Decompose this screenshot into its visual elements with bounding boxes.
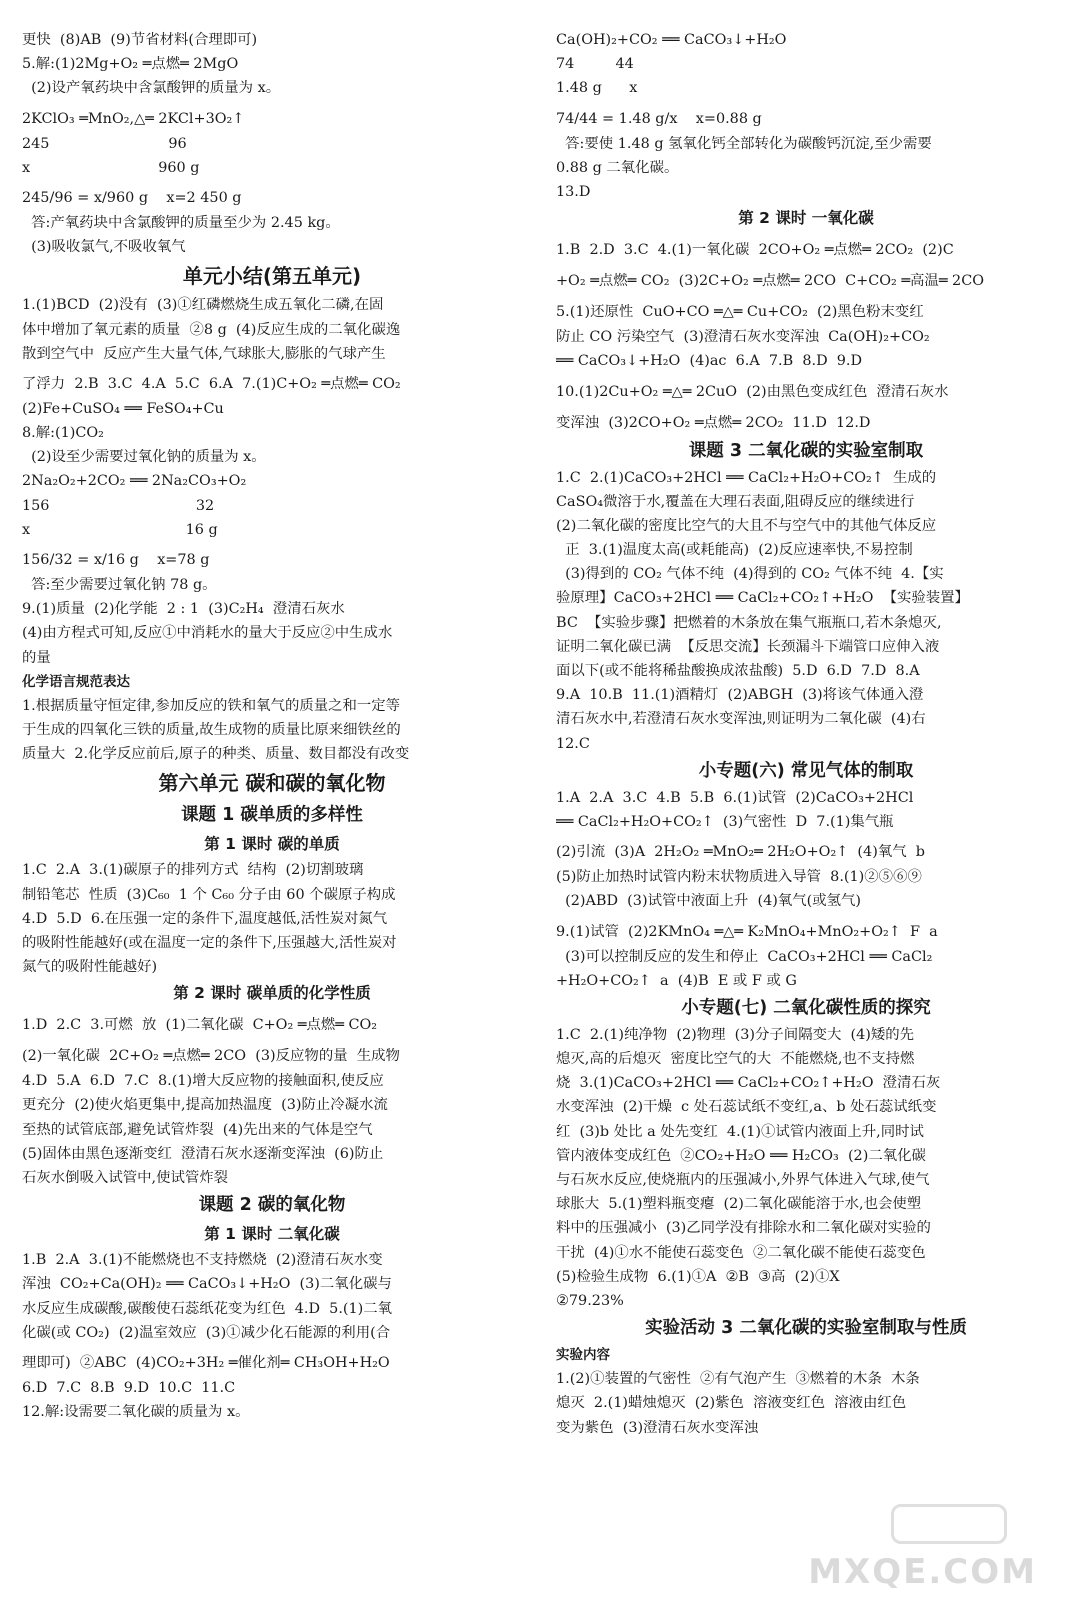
answer-line: (2)ABD (3)试管中液面上升 (4)氧气(或氢气) (556, 893, 862, 910)
answer-line: 质量大 2.化学反应前后,原子的种类、质量、数目都没有改变 (22, 746, 410, 763)
answer-line: 体中增加了氧元素的质量 ②8 g (4)反应生成的二氧化碳逸 (22, 321, 401, 338)
answer-line: 烧 3.(1)CaCO₃+2HCl ══ CaCl₂+CO₂↑+H₂O 澄清石灰 (556, 1075, 941, 1092)
answer-line: 156 32 (22, 497, 215, 514)
answer-line: Ca(OH)₂+CO₂ ══ CaCO₃↓+H₂O (556, 32, 787, 48)
topic-heading: 小专题(六) 常见气体的制取 (698, 760, 914, 781)
answer-line: 1.B 2.A 3.(1)不能燃烧也不支持燃烧 (2)澄清石灰水变 (22, 1252, 383, 1269)
answer-line: 1.(2)①装置的气密性 ②有气泡产生 ③燃着的木条 木条 (556, 1371, 920, 1388)
answer-line: ══ CaCl₂+H₂O+CO₂↑ (3)气密性 D 7.(1)集气瓶 (556, 813, 894, 830)
answer-line: 4.D 5.D 6.在压强一定的条件下,温度越低,活性炭对氮气 (22, 910, 388, 927)
answer-line: ②79.23% (556, 1292, 624, 1309)
answer-line: +O₂ ═点燃═ CO₂ (3)2C+O₂ ═点燃═ 2CO C+CO₂ ═高温═ 2CO (556, 273, 985, 290)
answer-line: +H₂O+CO₂↑ a (4)B E 或 F 或 G (556, 972, 797, 989)
topic-heading: 课题 3 二氧化碳的实验室制取 (688, 440, 924, 461)
answer-line: 红 (3)b 处比 a 处先变红 4.(1)①试管内液面上升,同时试 (556, 1123, 924, 1140)
section-label: 实验内容 (556, 1347, 610, 1364)
answer-line: 的量 (22, 649, 51, 666)
answer-line: 熄灭,高的后熄灭 密度比空气的大 不能燃烧,也不支持燃 (556, 1051, 915, 1068)
answer-line: 8.解:(1)CO₂ (22, 425, 104, 442)
answer-line: 熄灭 2.(1)蜡烛熄灭 (2)紫色 溶液变红色 溶液由红色 (556, 1395, 907, 1412)
answer-line: x 960 g (22, 159, 200, 176)
answer-line: 1.B 2.D 3.C 4.(1)一氧化碳 2CO+O₂ ═点燃═ 2CO₂ (2)C (556, 242, 954, 259)
answer-line: (2)二氧化碳的密度比空气的大且不与空气中的其他气体反应 (556, 517, 937, 534)
lesson-heading: 第 1 课时 碳的单质 (204, 835, 340, 854)
answer-line: 1.48 g x (556, 80, 638, 97)
answer-line: 的吸附性能越好(或在温度一定的条件下,压强越大,活性炭对 (22, 934, 397, 951)
answer-line: 水反应生成碳酸,碳酸使石蕊纸花变为红色 4.D 5.(1)二氧 (22, 1300, 393, 1317)
answer-line: 1.(1)BCD (2)没有 (3)①红磷燃烧生成五氧化二磷,在固 (22, 297, 384, 314)
section-label: 化学语言规范表达 (22, 673, 130, 690)
watermark: MXQE.COM (808, 1552, 1037, 1592)
answer-line: 9.(1)质量 (2)化学能 2 : 1 (3)C₂H₄ 澄清石灰水 (22, 601, 345, 618)
right-column (556, 28, 1056, 1440)
answer-line: 清石灰水中,若澄清石灰水变浑浊,则证明为二氧化碳 (4)右 (556, 711, 926, 728)
lesson-heading: 第 1 课时 二氧化碳 (204, 1225, 340, 1244)
answer-line: 干扰 (4)①水不能使石蕊变色 ②二氧化碳不能使石蕊变色 (556, 1244, 926, 1261)
answer-line: 化碳(或 CO₂) (2)温室效应 (3)①减少化石能源的利用(合 (22, 1324, 391, 1341)
answer-line: 制铅笔芯 性质 (3)C₆₀ 1 个 C₆₀ 分子由 60 个碳原子构成 (22, 886, 396, 903)
answer-line: BC 【实验步骤】把燃着的木条放在集气瓶瓶口,若木条熄灭, (556, 614, 942, 631)
answer-line: 至热的试管底部,避免试管炸裂 (4)先出来的气体是空气 (22, 1121, 373, 1138)
answer-line: 74/44 = 1.48 g/x x=0.88 g (556, 110, 762, 127)
answer-line: 13.D (556, 183, 591, 200)
answer-line: 245/96 = x/960 g x=2 450 g (22, 189, 242, 206)
answer-line: 2KClO₃ ═MnO₂,△═ 2KCl+3O₂↑ (22, 110, 245, 127)
answer-line: 1.C 2.A 3.(1)碳原子的排列方式 结构 (2)切割玻璃 (22, 862, 364, 879)
answer-line: (3)吸收氯气,不吸收氧气 (22, 239, 186, 256)
answer-line: 水变浑浊 (2)干燥 c 处石蕊试纸不变红,a、b 处石蕊试纸变 (556, 1099, 937, 1116)
answer-line: (3)得到的 CO₂ 气体不纯 (4)得到的 CO₂ 气体不纯 4.【实 (556, 566, 944, 583)
answer-line: 料中的压强减小 (3)乙同学没有排除水和二氧化碳对实验的 (556, 1220, 931, 1237)
answer-line: 与石灰水反应,使烧瓶内的压强减小,外界气体进入气球,使气 (556, 1172, 930, 1188)
answer-line: (5)固体由黑色逐渐变红 澄清石灰水逐渐变浑浊 (6)防止 (22, 1145, 384, 1162)
answer-line: 1.C 2.(1)纯净物 (2)物理 (3)分子间隔变大 (4)矮的先 (556, 1026, 915, 1043)
answer-line: (5)防止加热时试管内粉末状物质进入导管 8.(1)②⑤⑥⑨ (556, 869, 922, 886)
lesson-heading: 第 2 课时 一氧化碳 (738, 209, 874, 228)
answer-line: 浑浊 CO₂+Ca(OH)₂ ══ CaCO₃↓+H₂O (3)二氧化碳与 (22, 1276, 392, 1293)
answer-line: 2Na₂O₂+2CO₂ ══ 2Na₂CO₃+O₂ (22, 473, 247, 490)
answer-line: 答:至少需要过氧化钠 78 g。 (22, 577, 217, 593)
answer-line: 1.C 2.(1)CaCO₃+2HCl ══ CaCl₂+H₂O+CO₂↑ 生成的 (556, 469, 937, 486)
answer-line: 面以下(或不能将稀盐酸换成浓盐酸) 5.D 6.D 7.D 8.A (556, 663, 920, 679)
answer-line: 6.D 7.C 8.B 9.D 10.C 11.C (22, 1379, 236, 1396)
left-column (22, 28, 522, 1424)
answer-line: 验原理】CaCO₃+2HCl ══ CaCl₂+CO₂↑+H₂O 【实验装置】 (556, 590, 969, 607)
answer-line: (5)检验生成物 6.(1)①A ②B ③高 (2)①X (556, 1268, 840, 1285)
answer-line: 球胀大 5.(1)塑料瓶变瘪 (2)二氧化碳能溶于水,也会使塑 (556, 1196, 922, 1213)
answer-line: 4.D 5.A 6.D 7.C 8.(1)增大反应物的接触面积,使反应 (22, 1073, 384, 1090)
answer-line: 变浑浊 (3)2CO+O₂ ═点燃═ 2CO₂ 11.D 12.D (556, 414, 871, 431)
answer-line: 1.A 2.A 3.C 4.B 5.B 6.(1)试管 (2)CaCO₃+2HCl (556, 789, 914, 806)
answer-line: 石灰水倒吸入试管中,使试管炸裂 (22, 1170, 229, 1186)
topic-heading: 课题 1 碳单质的多样性 (181, 805, 363, 826)
answer-line: 1.根据质量守恒定律,参加反应的铁和氧气的质量之和一定等 (22, 697, 401, 714)
answer-line: ══ CaCO₃↓+H₂O (4)ac 6.A 7.B 8.D 9.D (556, 353, 863, 370)
answer-line: (3)可以控制反应的发生和停止 CaCO₃+2HCl ══ CaCl₂ (556, 948, 933, 965)
answer-line: 理即可) ②ABC (4)CO₂+3H₂ ═催化剂═ CH₃OH+H₂O (22, 1354, 390, 1371)
unit-heading: 第六单元 碳和碳的氧化物 (158, 771, 386, 796)
topic-heading: 课题 2 碳的氧化物 (198, 1195, 346, 1216)
answer-line: 0.88 g 二氧化碳。 (556, 159, 679, 176)
answer-line: 更充分 (2)使火焰更集中,提高加热温度 (3)防止冷凝水流 (22, 1097, 388, 1114)
answer-line: 5.解:(1)2Mg+O₂ ═点燃═ 2MgO (22, 56, 239, 73)
answer-line: 散到空气中 反应产生大量气体,气球胀大,膨胀的气球产生 (22, 345, 386, 362)
answer-line: 12.C (556, 735, 590, 752)
answer-line: 74 44 (556, 56, 634, 73)
answer-line: x 16 g (22, 521, 218, 538)
answer-line: 答:产氧药块中含氯酸钾的质量至少为 2.45 kg。 (22, 214, 340, 231)
answer-line: 156/32 = x/16 g x=78 g (22, 552, 210, 568)
answer-line: (2)设至少需要过氧化钠的质量为 x。 (22, 449, 266, 466)
answer-line: (2)一氧化碳 2C+O₂ ═点燃═ 2CO (3)反应物的量 生成物 (22, 1048, 400, 1065)
answer-line: 于生成的四氧化三铁的质量,故生成物的质量比原来细铁丝的 (22, 721, 401, 738)
answer-line: 12.解:设需要二氧化碳的质量为 x。 (22, 1404, 250, 1421)
topic-heading: 实验活动 3 二氧化碳的实验室制取与性质 (645, 1318, 967, 1339)
answer-line: 9.(1)试管 (2)2KMnO₄ ═△═ K₂MnO₄+MnO₂+O₂↑ F a (556, 923, 938, 940)
answer-line: 更快 (8)AB (9)节省材料(合理即可) (22, 32, 258, 48)
answer-line: 9.A 10.B 11.(1)酒精灯 (2)ABGH (3)将该气体通入澄 (556, 687, 924, 704)
unit-heading: 单元小结(第五单元) (182, 264, 362, 289)
answer-line: 正 3.(1)温度太高(或耗能高) (2)反应速率快,不易控制 (556, 542, 913, 559)
answer-line: (4)由方程式可知,反应①中消耗水的量大于反应②中生成水 (22, 625, 393, 642)
answer-line: 答:要使 1.48 g 氢氧化钙全部转化为碳酸钙沉淀,至少需要 (556, 135, 932, 152)
answer-line: 5.(1)还原性 CuO+CO ═△═ Cu+CO₂ (2)黑色粉末变红 (556, 304, 924, 321)
watermark-stamp (891, 1504, 1007, 1544)
answer-line: 10.(1)2Cu+O₂ ═△═ 2CuO (2)由黑色变成红色 澄清石灰水 (556, 383, 949, 400)
answer-line: (2)设产氧药块中含氯酸钾的质量为 x。 (22, 80, 281, 97)
answer-line: 证明二氧化碳已满 【反思交流】长颈漏斗下端管口应伸入液 (556, 638, 940, 655)
topic-heading: 小专题(七) 二氧化碳性质的探究 (681, 997, 931, 1018)
answer-line: 变为紫色 (3)澄清石灰水变浑浊 (556, 1419, 759, 1436)
answer-line: (2)Fe+CuSO₄ ══ FeSO₄+Cu (22, 400, 224, 417)
lesson-heading: 第 2 课时 碳单质的化学性质 (173, 984, 371, 1003)
answer-line: 了浮力 2.B 3.C 4.A 5.C 6.A 7.(1)C+O₂ ═点燃═ CO₂ (22, 375, 401, 392)
answer-line: 防止 CO 污染空气 (3)澄清石灰水变浑浊 Ca(OH)₂+CO₂ (556, 329, 930, 346)
answer-line: CaSO₄微溶于水,覆盖在大理石表面,阻碍反应的继续进行 (556, 493, 915, 510)
answer-line: (2)引流 (3)A 2H₂O₂ ═MnO₂═ 2H₂O+O₂↑ (4)氧气 b (556, 844, 925, 861)
answer-line: 管内液体变成红色 ②CO₂+H₂O ══ H₂CO₃ (2)二氧化碳 (556, 1147, 926, 1164)
answer-line: 245 96 (22, 135, 187, 152)
answer-line: 氮气的吸附性能越好) (22, 959, 158, 976)
answer-line: 1.D 2.C 3.可燃 放 (1)二氧化碳 C+O₂ ═点燃═ CO₂ (22, 1017, 378, 1034)
